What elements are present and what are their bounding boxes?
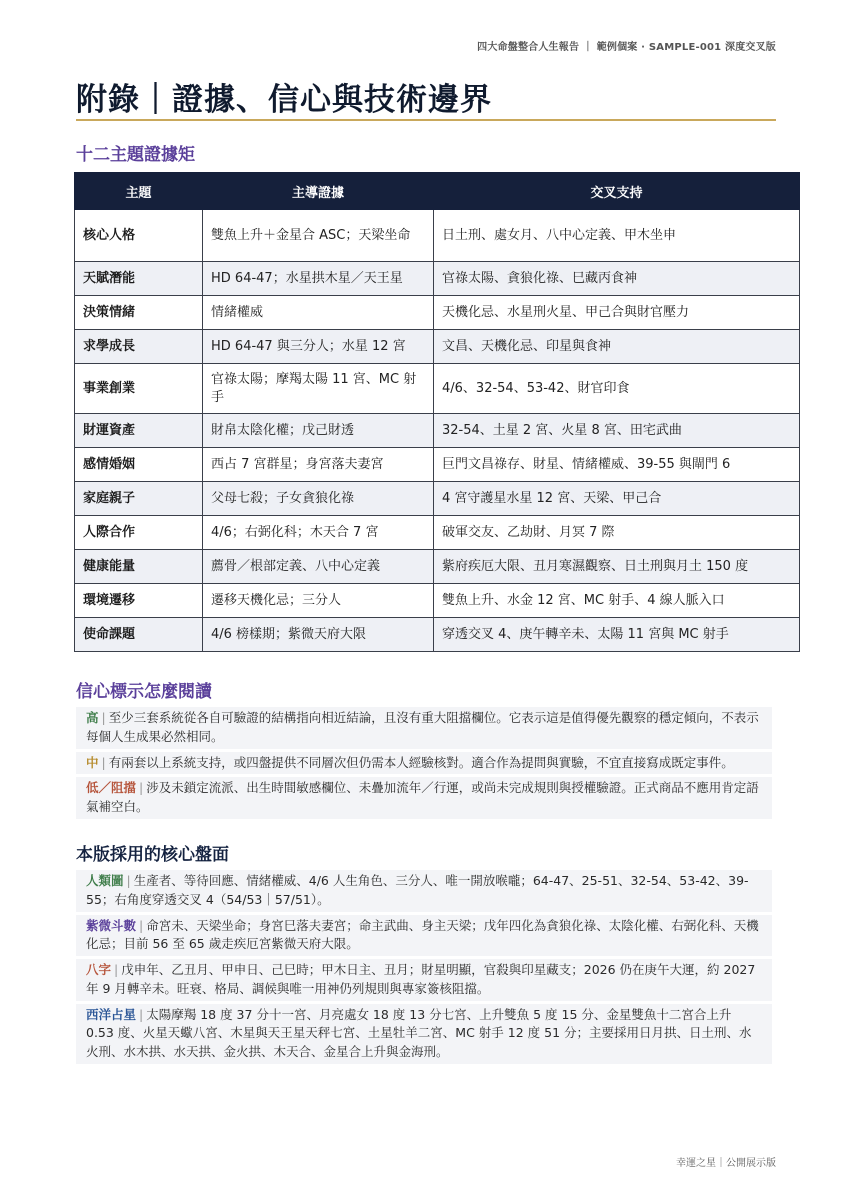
column-header-primary: 主導證據 <box>203 173 434 210</box>
row-topic: 感情婚姻 <box>75 448 203 482</box>
page-title: 附錄｜證據、信心與技術邊界 <box>76 82 492 118</box>
confidence-text: 至少三套系統從各自可驗證的結構指向相近結論，且沒有重大阻擋欄位。它表示這是值得優先觀察的穩定傾向，不表示每個人生成果必然相同。 <box>86 710 759 744</box>
column-header-cross: 交叉支持 <box>434 173 800 210</box>
table-row <box>75 618 800 652</box>
row-primary: 財帛太陰化權；戊己財透 <box>203 414 434 448</box>
row-primary: HD 64-47 與三分人；水星 12 宮 <box>203 330 434 364</box>
table-row <box>75 262 800 296</box>
column-header-topic: 主題 <box>75 173 203 210</box>
core-text: 太陽摩羯 18 度 37 分十一宮、月亮處女 18 度 13 分七宮、上升雙魚 5 度 15 分、金星雙魚十二宮合上升 0.53 度、火星天蠍八宮、木星與天王星天秤七宮、土星牡羊二宮、MC 射手 12 度 51 分；主要採用日月拱、日土刑、水火刑、水木拱、水天拱、金火拱、木天合、金星合上升與金海刑。 <box>86 1006 752 1059</box>
row-primary: 遷移天機化忌；三分人 <box>203 584 434 618</box>
row-cross: 破軍交友、乙劫財、月冥 7 際 <box>434 516 800 550</box>
confidence-tag: 高 <box>86 710 99 725</box>
confidence-tag: 中 <box>86 754 99 770</box>
row-cross: 4 宮守護星水星 12 宮、天梁、甲己合 <box>434 482 800 516</box>
page-footer: 幸運之星｜公開展示版 <box>676 1158 776 1169</box>
table-row <box>75 364 800 414</box>
row-cross: 4/6、32-54、53-42、財官印食 <box>434 364 800 414</box>
row-primary: 4/6；右弼化科；木天合 7 宮 <box>203 516 434 550</box>
core-tag: 西洋占星 <box>86 1006 137 1022</box>
row-topic: 決策情緒 <box>75 296 203 330</box>
confidence-text: 有兩套以上系統支持，或四盤提供不同層次但仍需本人經驗核對。適合作為提問與實驗，不宜直接寫成既定事件。 <box>108 754 734 770</box>
confidence-item-low: 低／阻擋 | 涉及未鎖定流派、出生時間敏感欄位、未疊加流年／行運，或尚未完成規則與授權驗證。正式商品不應用肯定語氣補空白。 <box>76 777 772 819</box>
row-topic: 人際合作 <box>75 516 203 550</box>
table-row <box>75 584 800 618</box>
row-cross: 官祿太陽、貪狼化祿、巳藏丙食神 <box>434 262 800 296</box>
core-tag: 紫微斗數 <box>86 917 137 933</box>
core-heading: 本版採用的核心盤面 <box>76 845 229 865</box>
row-cross: 文昌、天機化忌、印星與食神 <box>434 330 800 364</box>
core-chart-list <box>76 870 772 1067</box>
confidence-item-mid: 中 | 有兩套以上系統支持，或四盤提供不同層次但仍需本人經驗核對。適合作為提問與實驗，不宜直接寫成既定事件。 <box>76 752 772 775</box>
core-item-ziwei: 紫微斗數 | 命宮未、天梁坐命；身宮巳落夫妻宮；命主武曲、身主天梁；戊年四化為貪狼化祿、太陰化權、右弼化科、天機化忌；目前 56 至 65 歲走疾厄宮紫微天府大限。 <box>76 915 772 957</box>
row-cross: 天機化忌、水星刑火星、甲己合與財官壓力 <box>434 296 800 330</box>
row-topic: 事業創業 <box>75 364 203 414</box>
row-primary: 父母七殺；子女貪狼化祿 <box>203 482 434 516</box>
core-text: 命宮未、天梁坐命；身宮巳落夫妻宮；命主武曲、身主天梁；戊年四化為貪狼化祿、太陰化權、右弼化科、天機化忌；目前 56 至 65 歲走疾厄宮紫微天府大限。 <box>86 917 759 952</box>
table-row <box>75 330 800 364</box>
report-header: 四大命盤整合人生報告 ｜ 範例個案 · SAMPLE-001 深度交叉版 <box>477 42 776 53</box>
title-divider <box>76 119 776 121</box>
table-row <box>75 482 800 516</box>
confidence-text: 涉及未鎖定流派、出生時間敏感欄位、未疊加流年／行運，或尚未完成規則與授權驗證。正式商品不應用肯定語氣補空白。 <box>86 780 759 814</box>
row-cross: 32-54、土星 2 宮、火星 8 宮、田宅武曲 <box>434 414 800 448</box>
core-tag: 人類圖 <box>86 873 124 888</box>
row-cross: 紫府疾厄大限、丑月寒濕觀察、日土刑與月土 150 度 <box>434 550 800 584</box>
table-row <box>75 414 800 448</box>
core-item-human-design: 人類圖 | 生產者、等待回應、情緒權威、4/6 人生角色、三分人、唯一開放喉嚨；64-47、25-51、32-54、53-42、39-55；右角度穿透交叉 4（54/53｜57/51）。 <box>76 870 772 912</box>
row-topic: 核心人格 <box>75 210 203 262</box>
row-topic: 環境遷移 <box>75 584 203 618</box>
row-cross: 穿透交叉 4、庚午轉辛未、太陽 11 宮與 MC 射手 <box>434 618 800 652</box>
row-topic: 天賦潛能 <box>75 262 203 296</box>
core-item-bazi: 八字 | 戊申年、乙丑月、甲申日、己巳時；甲木日主、丑月；財星明顯，官殺與印星藏支；2026 仍在庚午大運，約 2027 年 9 月轉辛未。旺衰、格局、調候與唯一用神仍列規則與專家簽核阻擋。 <box>76 959 772 1001</box>
core-text: 生產者、等待回應、情緒權威、4/6 人生角色、三分人、唯一開放喉嚨；64-47、25-51、32-54、53-42、39-55；右角度穿透交叉 4（54/53｜57/51）。 <box>86 873 749 907</box>
row-topic: 求學成長 <box>75 330 203 364</box>
row-topic: 財運資產 <box>75 414 203 448</box>
row-primary: 薦骨／根部定義、八中心定義 <box>203 550 434 584</box>
evidence-matrix-table <box>74 172 800 652</box>
core-tag: 八字 <box>86 962 112 977</box>
row-topic: 健康能量 <box>75 550 203 584</box>
row-cross: 日土刑、處女月、八中心定義、甲木坐申 <box>434 210 800 262</box>
row-primary: 西占 7 宮群星；身宮落夫妻宮 <box>203 448 434 482</box>
table-row <box>75 516 800 550</box>
row-primary: 情緒權威 <box>203 296 434 330</box>
row-primary: 雙魚上升＋金星合 ASC；天梁坐命 <box>203 210 434 262</box>
row-primary: HD 64-47；水星拱木星／天王星 <box>203 262 434 296</box>
table-row <box>75 448 800 482</box>
table-row <box>75 550 800 584</box>
row-cross: 巨門文昌祿存、財星、情緒權威、39-55 與閘門 6 <box>434 448 800 482</box>
row-primary: 4/6 榜樣期；紫微天府大限 <box>203 618 434 652</box>
confidence-tag: 低／阻擋 <box>86 780 137 796</box>
matrix-heading: 十二主題證據矩 <box>76 145 195 165</box>
core-item-astrology: 西洋占星 | 太陽摩羯 18 度 37 分十一宮、月亮處女 18 度 13 分七宮、上升雙魚 5 度 15 分、金星雙魚十二宮合上升 0.53 度、火星天蠍八宮、木星與天王星天秤七宮、土星牡羊二宮、MC 射手 12 度 51 分；主要採用日月拱、日土刑、水火刑、水木拱、水天拱、金火拱、木天合、金星合上升與金海刑。 <box>76 1004 772 1064</box>
table-row <box>75 210 800 262</box>
table-header-row <box>75 173 800 210</box>
confidence-heading: 信心標示怎麼閱讀 <box>76 682 212 702</box>
confidence-item-high: 高 | 至少三套系統從各自可驗證的結構指向相近結論，且沒有重大阻擋欄位。它表示這是值得優先觀察的穩定傾向，不表示每個人生成果必然相同。 <box>76 707 772 749</box>
row-primary: 官祿太陽；摩羯太陽 11 宮、MC 射手 <box>203 364 434 414</box>
table-row <box>75 296 800 330</box>
row-topic: 家庭親子 <box>75 482 203 516</box>
core-text: 戊申年、乙丑月、甲申日、己巳時；甲木日主、丑月；財星明顯，官殺與印星藏支；2026 仍在庚午大運，約 2027 年 9 月轉辛未。旺衰、格局、調候與唯一用神仍列規則與專家簽核阻擋。 <box>86 962 756 996</box>
confidence-list <box>76 707 772 822</box>
row-topic: 使命課題 <box>75 618 203 652</box>
row-cross: 雙魚上升、水金 12 宮、MC 射手、4 線人脈入口 <box>434 584 800 618</box>
